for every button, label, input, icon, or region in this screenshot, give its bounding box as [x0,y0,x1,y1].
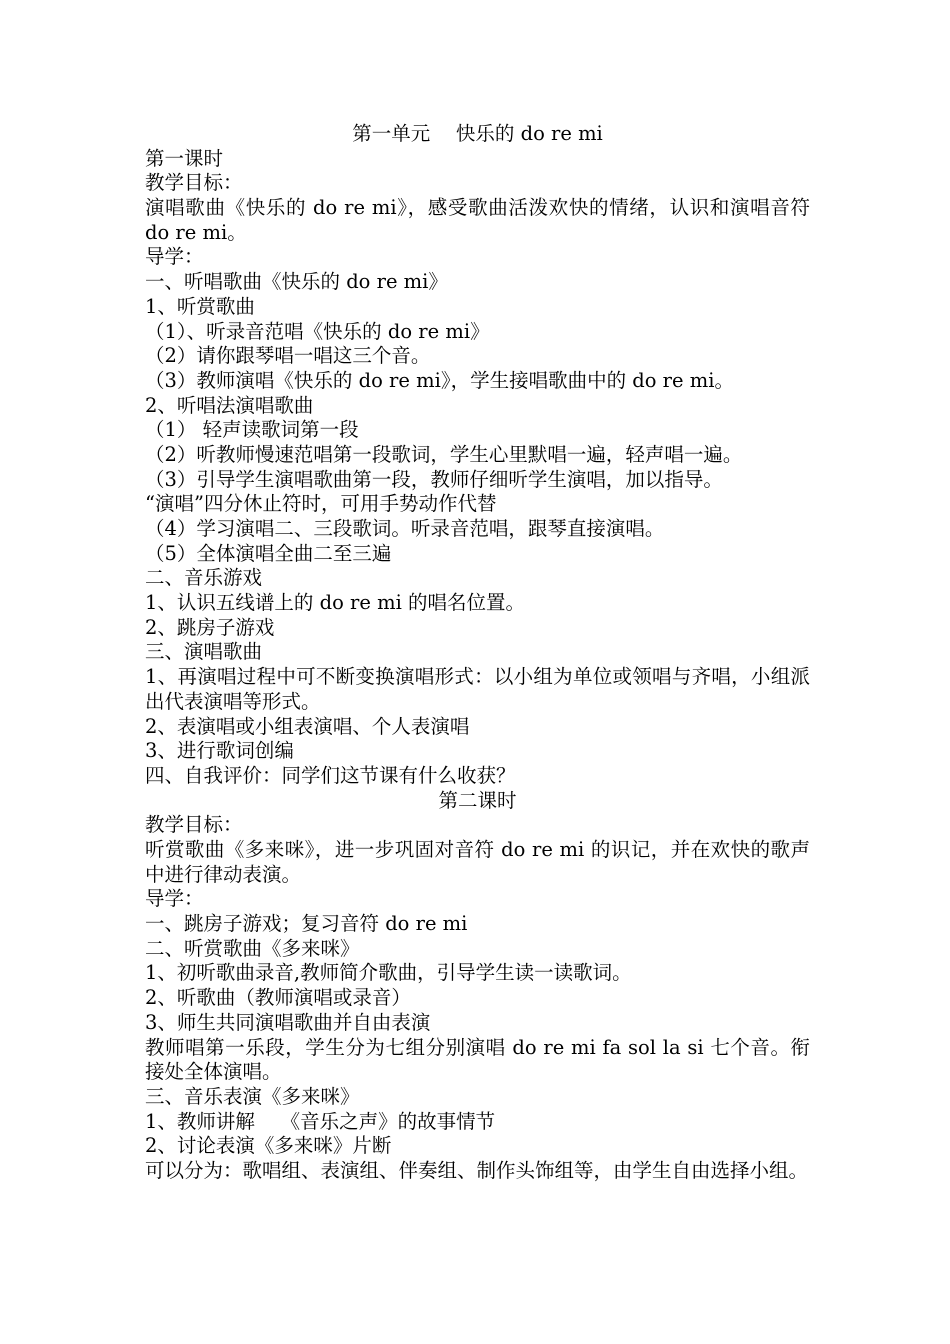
lesson2-sing-paragraph: 教师唱第一乐段，学生分为七组分别演唱 do re mi fa sol la si 七个音。衔接处全体演唱。 [145,1035,810,1084]
lesson1-guide-label: 导学： [145,245,204,269]
lesson1-line: 2、跳房子游戏 [145,615,275,639]
lesson1-line: 二、音乐游戏 [145,566,263,590]
lesson1-objective-text: 演唱歌曲《快乐的 do re mi》，感受歌曲活泼欢快的情绪，认识和演唱音符 do re mi。 [145,196,810,244]
lesson1-line: 一、听唱歌曲《快乐的 do re mi》 [145,270,448,294]
lesson1-line: （4）学习演唱二、三段歌词。听录音范唱，跟琴直接演唱。 [145,517,665,541]
lesson1-line: （3）教师演唱《快乐的 do re mi》，学生接唱歌曲中的 do re mi。 [145,368,734,392]
lesson2-line: 1、初听歌曲录音,教师简介歌曲，引导学生读一读歌词。 [145,961,632,985]
lesson1-line: （1）、听录音范唱《快乐的 do re mi》 [145,319,490,343]
lesson1-heading: 第一课时 [145,146,224,170]
lesson2-objective-text: 听赏歌曲《多来咪》，进一步巩固对音符 do re mi 的识记，并在欢快的歌声中进行律动表演。 [145,838,810,886]
lesson2-objective-label: 教学目标： [145,813,243,837]
lesson2-line: 3、师生共同演唱歌曲并自由表演 [145,1010,431,1034]
lesson1-line: 四、自我评价：同学们这节课有什么收获？ [145,763,516,787]
lesson1-line: （2）听教师慢速范唱第一段歌词，学生心里默唱一遍，轻声唱一遍。 [145,442,743,466]
lesson1-line: 1、听赏歌曲 [145,294,255,318]
lesson2-heading: 第二课时 [438,788,517,812]
lesson1-line: （2）请你跟琴唱一唱这三个音。 [145,344,431,368]
lesson1-line: 1、认识五线谱上的 do re mi 的唱名位置。 [145,591,526,615]
lesson1-line: “演唱”四分休止符时，可用手势动作代替 [145,492,497,516]
lesson1-line: 3、进行歌词创编 [145,739,294,763]
lesson2-groups-paragraph: 可以分为：歌唱组、表演组、伴奏组、制作头饰组等，由学生自由选择小组。 [145,1159,809,1182]
lesson2-line: 1、教师讲解 《音乐之声》的故事情节 [145,1109,496,1133]
lesson2-line: 2、听歌曲（教师演唱或录音） [145,986,411,1010]
lesson2-line: 2、讨论表演《多来咪》片断 [145,1134,392,1158]
lesson2-line: 二、听赏歌曲《多来咪》 [145,936,360,960]
lesson2-line: 一、跳房子游戏；复习音符 do re mi [145,912,468,936]
lesson1-line: 2、听唱法演唱歌曲 [145,393,314,417]
lesson1-sing-paragraph: 1、再演唱过程中可不断变换演唱形式：以小组为单位或领唱与齐唱，小组派出代表演唱等形式。 [145,665,810,713]
lesson1-line: 2、表演唱或小组表演唱、个人表演唱 [145,714,470,738]
lesson1-objective-label: 教学目标： [145,171,243,195]
document-page [145,122,810,1184]
lesson1-line: （5）全体演唱全曲二至三遍 [145,541,392,565]
unit-title: 第一单元 快乐的 do re mi [352,122,603,145]
lesson1-line: （3）引导学生演唱歌曲第一段，教师仔细听学生演唱，加以指导。 [145,467,723,491]
lesson1-line: （1） 轻声读歌词第一段 [145,418,359,442]
lesson1-line: 三、演唱歌曲 [145,640,263,664]
lesson2-line: 三、音乐表演《多来咪》 [145,1084,360,1108]
lesson2-guide-label: 导学： [145,887,204,911]
